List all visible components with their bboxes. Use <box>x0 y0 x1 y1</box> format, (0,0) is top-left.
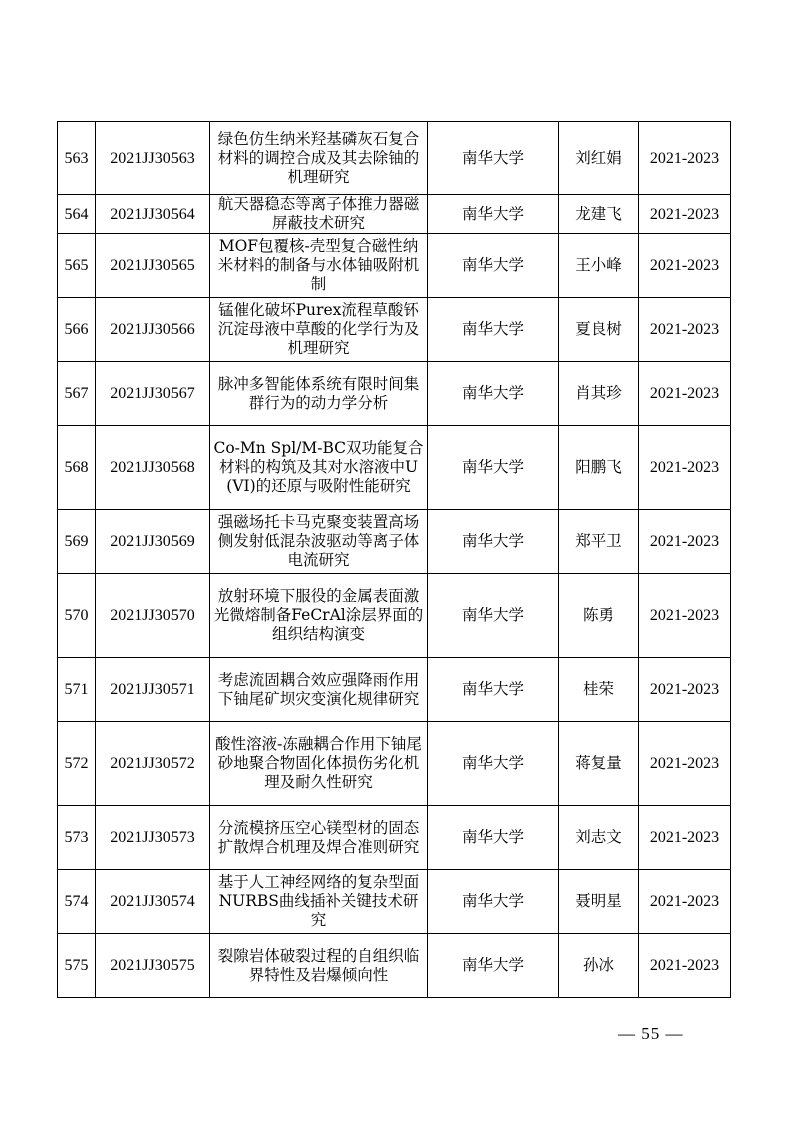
project-period: 2021-2023 <box>639 870 731 934</box>
project-period: 2021-2023 <box>639 574 731 658</box>
project-leader: 孙冰 <box>559 934 639 998</box>
table-row <box>58 234 731 298</box>
project-title: Co-Mn Spl/M-BC双功能复合材料的构筑及其对水溶液中U(VI)的还原与吸附性能研究 <box>210 426 428 510</box>
row-index: 567 <box>58 362 96 426</box>
institution: 南华大学 <box>428 870 559 934</box>
institution: 南华大学 <box>428 426 559 510</box>
project-table <box>57 121 731 998</box>
project-leader: 阳鹏飞 <box>559 426 639 510</box>
project-code: 2021JJ30564 <box>96 195 210 234</box>
project-leader: 刘红娟 <box>559 122 639 195</box>
table-row <box>58 870 731 934</box>
project-period: 2021-2023 <box>639 806 731 870</box>
row-index: 565 <box>58 234 96 298</box>
table-row <box>58 934 731 998</box>
project-period: 2021-2023 <box>639 362 731 426</box>
institution: 南华大学 <box>428 122 559 195</box>
project-leader: 蒋复量 <box>559 722 639 806</box>
row-index: 571 <box>58 658 96 722</box>
table-row <box>58 362 731 426</box>
project-title: 航天器稳态等离子体推力器磁屏蔽技术研究 <box>210 195 428 234</box>
project-code: 2021JJ30566 <box>96 298 210 362</box>
institution: 南华大学 <box>428 195 559 234</box>
row-index: 568 <box>58 426 96 510</box>
project-leader: 桂荣 <box>559 658 639 722</box>
table-row <box>58 122 731 195</box>
institution: 南华大学 <box>428 806 559 870</box>
page-number: — 55 — <box>618 1024 684 1043</box>
project-leader: 刘志文 <box>559 806 639 870</box>
project-title: 强磁场托卡马克聚变装置高场侧发射低混杂波驱动等离子体电流研究 <box>210 510 428 574</box>
institution: 南华大学 <box>428 658 559 722</box>
institution: 南华大学 <box>428 510 559 574</box>
project-code: 2021JJ30565 <box>96 234 210 298</box>
row-index: 574 <box>58 870 96 934</box>
project-period: 2021-2023 <box>639 658 731 722</box>
project-title: MOF包覆核-壳型复合磁性纳米材料的制备与水体铀吸附机制 <box>210 234 428 298</box>
project-code: 2021JJ30571 <box>96 658 210 722</box>
institution: 南华大学 <box>428 298 559 362</box>
project-period: 2021-2023 <box>639 298 731 362</box>
project-code: 2021JJ30563 <box>96 122 210 195</box>
project-period: 2021-2023 <box>639 426 731 510</box>
table-row <box>58 722 731 806</box>
project-title: 酸性溶液-冻融耦合作用下铀尾砂地聚合物固化体损伤劣化机理及耐久性研究 <box>210 722 428 806</box>
table-row <box>58 195 731 234</box>
project-period: 2021-2023 <box>639 722 731 806</box>
project-period: 2021-2023 <box>639 195 731 234</box>
table-row <box>58 426 731 510</box>
table-row <box>58 510 731 574</box>
row-index: 566 <box>58 298 96 362</box>
row-index: 572 <box>58 722 96 806</box>
project-period: 2021-2023 <box>639 122 731 195</box>
project-code: 2021JJ30574 <box>96 870 210 934</box>
row-index: 570 <box>58 574 96 658</box>
project-title: 锰催化破坏Purex流程草酸钚沉淀母液中草酸的化学行为及机理研究 <box>210 298 428 362</box>
institution: 南华大学 <box>428 722 559 806</box>
institution: 南华大学 <box>428 934 559 998</box>
project-leader: 龙建飞 <box>559 195 639 234</box>
project-period: 2021-2023 <box>639 934 731 998</box>
project-code: 2021JJ30570 <box>96 574 210 658</box>
project-leader: 郑平卫 <box>559 510 639 574</box>
project-title: 分流模挤压空心镁型材的固态扩散焊合机理及焊合准则研究 <box>210 806 428 870</box>
table-body <box>58 122 731 998</box>
row-index: 563 <box>58 122 96 195</box>
table-row <box>58 806 731 870</box>
row-index: 564 <box>58 195 96 234</box>
project-code: 2021JJ30575 <box>96 934 210 998</box>
project-title: 裂隙岩体破裂过程的自组织临界特性及岩爆倾向性 <box>210 934 428 998</box>
project-title: 考虑流固耦合效应强降雨作用下铀尾矿坝灾变演化规律研究 <box>210 658 428 722</box>
table-row <box>58 574 731 658</box>
institution: 南华大学 <box>428 362 559 426</box>
project-leader: 聂明星 <box>559 870 639 934</box>
institution: 南华大学 <box>428 234 559 298</box>
project-leader: 肖其珍 <box>559 362 639 426</box>
project-code: 2021JJ30573 <box>96 806 210 870</box>
project-code: 2021JJ30567 <box>96 362 210 426</box>
project-title: 放射环境下服役的金属表面激光微熔制备FeCrAl涂层界面的组织结构演变 <box>210 574 428 658</box>
project-title: 绿色仿生纳米羟基磷灰石复合材料的调控合成及其去除铀的机理研究 <box>210 122 428 195</box>
row-index: 575 <box>58 934 96 998</box>
project-title: 基于人工神经网络的复杂型面NURBS曲线插补关键技术研究 <box>210 870 428 934</box>
project-period: 2021-2023 <box>639 510 731 574</box>
project-code: 2021JJ30569 <box>96 510 210 574</box>
project-code: 2021JJ30572 <box>96 722 210 806</box>
table-row <box>58 298 731 362</box>
table-row <box>58 658 731 722</box>
project-period: 2021-2023 <box>639 234 731 298</box>
row-index: 573 <box>58 806 96 870</box>
project-leader: 王小峰 <box>559 234 639 298</box>
row-index: 569 <box>58 510 96 574</box>
institution: 南华大学 <box>428 574 559 658</box>
project-code: 2021JJ30568 <box>96 426 210 510</box>
project-leader: 夏良树 <box>559 298 639 362</box>
project-title: 脉冲多智能体系统有限时间集群行为的动力学分析 <box>210 362 428 426</box>
project-leader: 陈勇 <box>559 574 639 658</box>
